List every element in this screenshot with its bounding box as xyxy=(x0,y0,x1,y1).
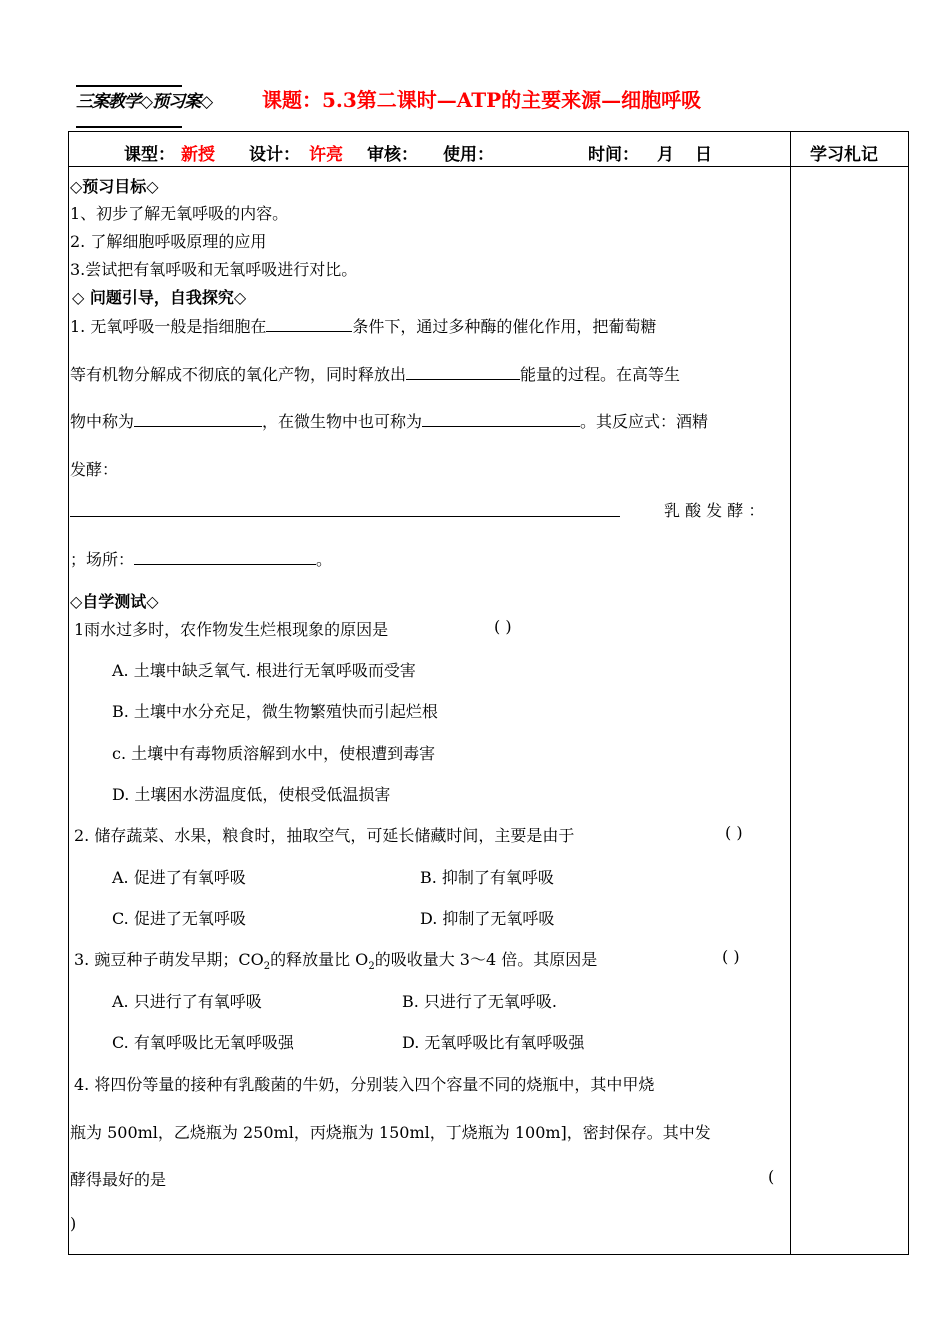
q4-line: 瓶为 500ml，乙烧瓶为 250ml，丙烧瓶为 150ml，丁烧瓶为 100m]，密封保存。其中发 xyxy=(70,1123,711,1142)
blank-microorganisms[interactable] xyxy=(422,410,580,427)
q3-text-mid: 的释放量比 O xyxy=(270,950,369,969)
q1-text-d: 能量的过程。在高等生 xyxy=(520,365,681,384)
q2-stem: 2. 储存蔬菜、水果，粮食时，抽取空气，可延长储藏时间，主要是由于 xyxy=(74,826,575,845)
q1-text-b: 条件下，通过多种酶的催化作用，把葡萄糖 xyxy=(352,317,657,336)
time-label: 时间： xyxy=(588,145,639,165)
design-label: 设计： xyxy=(249,145,300,165)
q4-line: 4. 将四份等量的接种有乳酸菌的牛奶，分别装入四个容量不同的烧瓶中，其中甲烧 xyxy=(74,1075,655,1094)
type-label: 课型： xyxy=(124,145,175,165)
blank-alcohol-equation[interactable] xyxy=(70,516,620,517)
q4-answer-paren-close: ) xyxy=(70,1214,77,1233)
q2-option: D. 抑制了无氧呼吸 xyxy=(420,909,555,928)
q1-answer-paren[interactable]: ( ) xyxy=(494,617,512,636)
q1-option: D. 土壤困水涝温度低，使根受低温损害 xyxy=(112,785,391,804)
q1-text-k: 。 xyxy=(316,550,333,569)
q1-text-f: ，在微生物中也可称为 xyxy=(262,412,423,431)
logo-top-line xyxy=(76,85,182,87)
q1-text-i: 乳 酸 发 酵 ： xyxy=(664,501,765,520)
q3-subscript: 2 xyxy=(263,961,271,973)
goal-item: 2. 了解细胞呼吸原理的应用 xyxy=(70,232,267,251)
notes-column-divider xyxy=(790,131,791,1254)
explore-q1-line3 xyxy=(70,409,708,432)
q1-text-j: ；场所： xyxy=(70,550,135,569)
goals-heading: ◇预习目标◇ xyxy=(70,177,159,196)
q1-stem: 1雨水过多时，农作物发生烂根现象的原因是 xyxy=(74,620,389,639)
type-value: 新授 xyxy=(181,145,215,165)
q3-option: B. 只进行了无氧呼吸. xyxy=(402,992,558,1011)
explore-heading: ◇ 问题引导，自我探究◇ xyxy=(72,288,247,307)
q2-option: C. 促进了无氧呼吸 xyxy=(112,909,246,928)
q3-subscript: 2 xyxy=(368,961,375,973)
logo-bottom-line xyxy=(76,126,182,128)
q1-text-h: 发酵： xyxy=(70,460,119,479)
q1-option: A. 土壤中缺乏氧气. 根进行无氧呼吸而受害 xyxy=(112,661,416,680)
goal-item: 1、初步了解无氧呼吸的内容。 xyxy=(70,204,289,223)
q3-option: A. 只进行了有氧呼吸 xyxy=(112,992,262,1011)
q2-option: A. 促进了有氧呼吸 xyxy=(112,868,246,887)
blank-higher-organisms[interactable] xyxy=(134,410,262,427)
q1-text-a: 1. 无氧呼吸一般是指细胞在 xyxy=(70,317,267,336)
q1-option: c. 土壤中有毒物质溶解到水中，使根遭到毒害 xyxy=(112,744,436,763)
blank-location[interactable] xyxy=(134,548,316,565)
blank-energy[interactable] xyxy=(406,363,520,380)
use-label: 使用： xyxy=(443,145,494,165)
q3-stem xyxy=(74,947,597,972)
q2-answer-paren[interactable]: ( ) xyxy=(725,823,743,842)
selftest-heading: ◇自学测试◇ xyxy=(70,592,159,611)
design-value: 许亮 xyxy=(309,145,343,165)
page-title: 课题：5.3第二课时—ATP的主要来源—细胞呼吸 xyxy=(262,88,702,112)
notes-label: 学习札记 xyxy=(810,145,878,165)
explore-q1-line6 xyxy=(70,547,332,570)
month-label: 月 xyxy=(657,145,674,165)
q3-option: C. 有氧呼吸比无氧呼吸强 xyxy=(112,1033,294,1052)
explore-q1-line2 xyxy=(70,362,680,385)
q1-option: B. 土壤中水分充足，微生物繁殖快而引起烂根 xyxy=(112,702,438,721)
goal-item: 3.尝试把有氧呼吸和无氧呼吸进行对比。 xyxy=(70,260,358,279)
q3-answer-paren[interactable]: ( ) xyxy=(722,947,740,966)
blank-condition[interactable] xyxy=(266,315,352,332)
q3-option: D. 无氧呼吸比有氧呼吸强 xyxy=(402,1033,585,1052)
q1-text-e: 物中称为 xyxy=(70,412,135,431)
q2-option: B. 抑制了有氧呼吸 xyxy=(420,868,554,887)
q3-text-pre: 3. 豌豆种子萌发早期；CO xyxy=(74,950,264,969)
review-label: 审核： xyxy=(367,145,418,165)
explore-q1-line1 xyxy=(70,314,656,337)
q3-text-post: 的吸收量大 3～4 倍。其原因是 xyxy=(374,950,598,969)
day-label: 日 xyxy=(695,145,712,165)
q4-line: 酵得最好的是 xyxy=(70,1170,167,1189)
q4-answer-paren-open[interactable]: ( xyxy=(768,1167,775,1186)
q1-text-c: 等有机物分解成不彻底的氧化产物，同时释放出 xyxy=(70,365,407,384)
q1-text-g: 。其反应式：酒精 xyxy=(580,412,709,431)
logo-text: 三案教学◇预习案◇ xyxy=(76,92,213,112)
header-divider xyxy=(68,166,908,167)
